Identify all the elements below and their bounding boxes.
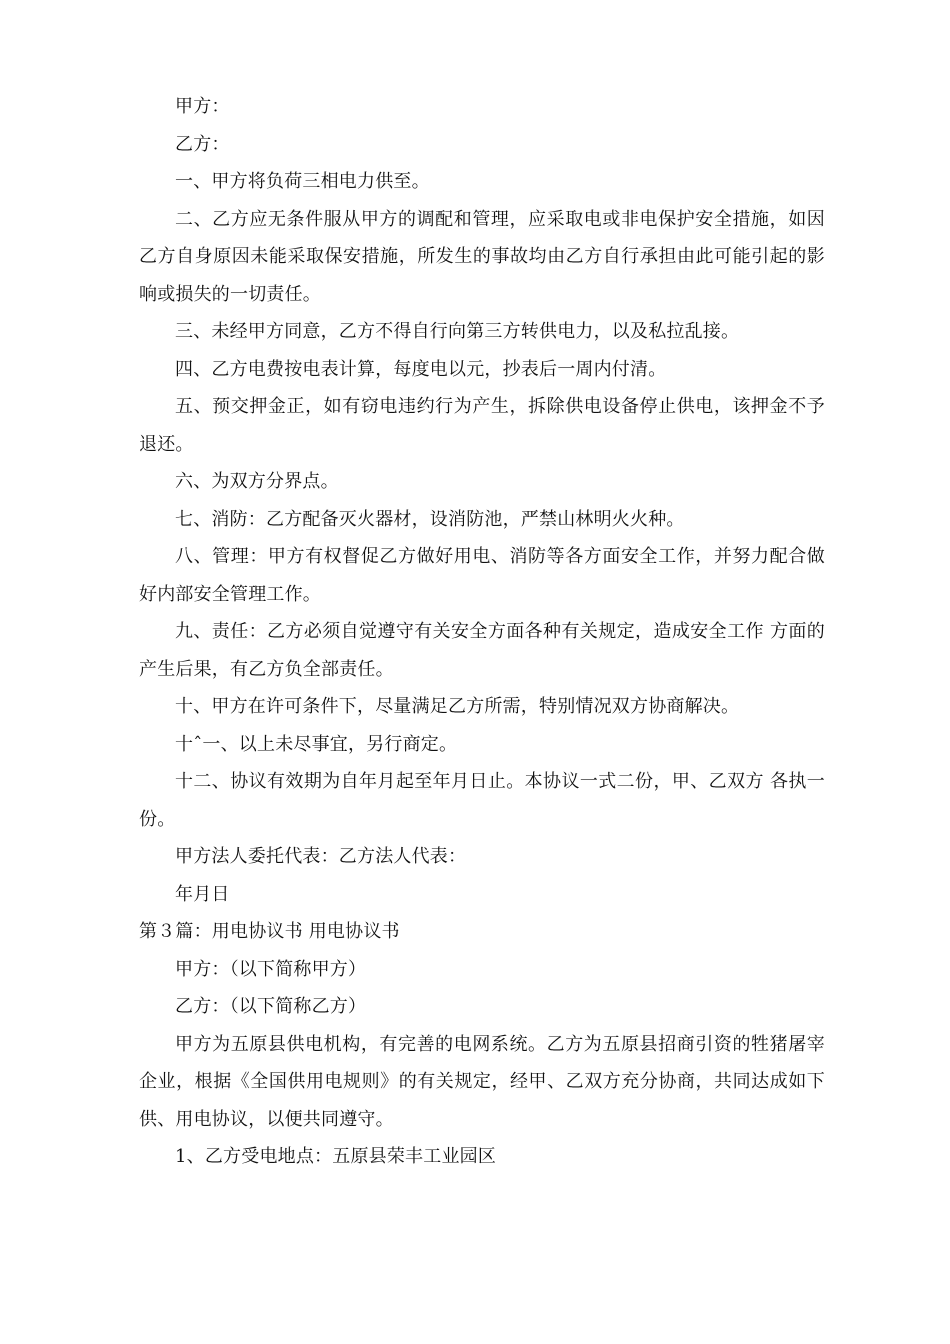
document-body	[139, 88, 825, 1176]
clause-9: 九、责任：乙方必须自觉遵守有关安全方面各种有关规定，造成安全工作 方面的产生后果，有乙方负全部责任。	[139, 621, 825, 680]
section-heading: 第３篇：用电协议书 用电协议书	[139, 921, 400, 942]
clause-1: 一、甲方将负荷三相电力供至。	[175, 171, 430, 192]
clause-2: 二、乙方应无条件服从甲方的调配和管理，应采取电或非电保护安全措施，如因乙方自身原因未能采取保安措施，所发生的事故均由乙方自行承担由此可能引起的影响或损失的一切责任。	[139, 208, 825, 305]
party-b-line: 乙方：	[175, 133, 230, 155]
clause-8: 八、管理：甲方有权督促乙方做好用电、消防等各方面安全工作，并努力配合做好内部安全管理工作。	[139, 546, 825, 605]
party-b-abbrev-line: 乙方：（以下简称乙方）	[175, 996, 367, 1017]
clause-7: 七、消防：乙方配备灭火器材，设消防池，严禁山林明火火种。	[175, 508, 685, 530]
party-a-line: 甲方：	[175, 96, 230, 117]
date-line: 年月日	[175, 883, 230, 905]
signature-line: 甲方法人委托代表：乙方法人代表：	[175, 846, 467, 867]
clause-6: 六、为双方分界点。	[175, 471, 339, 492]
clause-11: 十ˆ一、以上未尽事宜，另行商定。	[175, 733, 458, 755]
party-a-abbrev-line: 甲方：（以下简称甲方）	[175, 958, 367, 980]
clause-10: 十、甲方在许可条件下，尽量满足乙方所需，特别情况双方协商解决。	[175, 696, 740, 717]
item-1: 1、乙方受电地点：五原县荣丰工业园区	[175, 1146, 497, 1167]
clause-4: 四、乙方电费按电表计算，每度电以元，抄表后一周内付清。	[175, 358, 667, 380]
clause-3: 三、未经甲方同意，乙方不得自行向第三方转供电力，以及私拉乱接。	[175, 321, 740, 342]
intro-paragraph: 甲方为五原县供电机构，有完善的电网系统。乙方为五原县招商引资的牲猪屠宰企业，根据《全国供用电规则》的有关规定，经甲、乙双方充分协商，共同达成如下供、用电协议，以便共同遵守。	[139, 1033, 825, 1130]
clause-5: 五、预交押金正，如有窃电违约行为产生，拆除供电设备停止供电，该押金不予退还。	[139, 396, 825, 455]
clause-12: 十二、协议有效期为自年月起至年月日止。本协议一式二份，甲、乙双方 各执一份。	[139, 771, 825, 830]
